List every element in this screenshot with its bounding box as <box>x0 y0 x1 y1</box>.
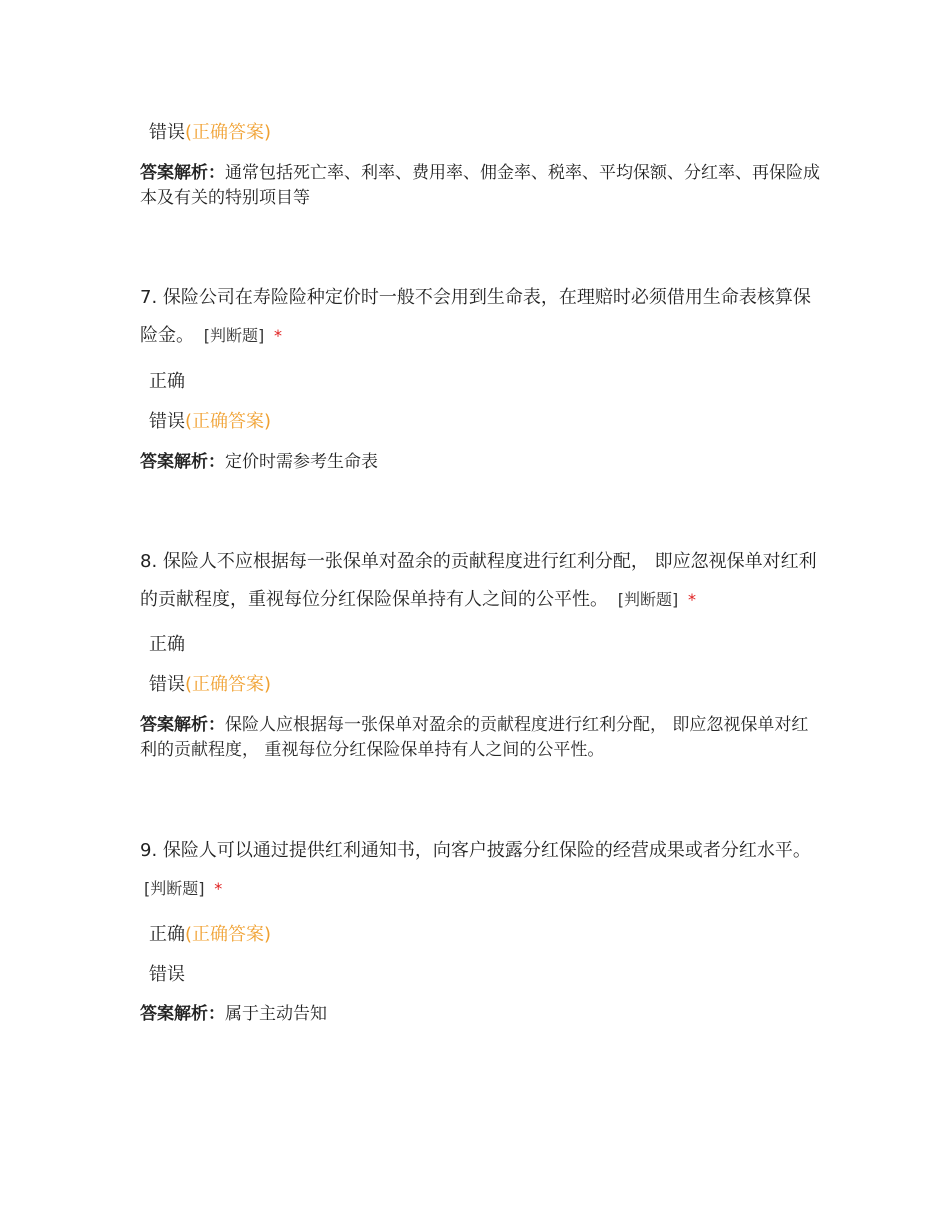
answer-analysis <box>140 450 820 475</box>
option-label: 正确 <box>149 634 185 655</box>
correct-answer-tag: (正确答案) <box>185 122 272 143</box>
answer-analysis <box>140 161 820 211</box>
answer-analysis <box>140 1002 820 1027</box>
correct-answer-tag: (正确答案) <box>185 674 272 695</box>
option-item <box>149 370 185 394</box>
question-body: 保险公司在寿险险种定价时一般不会用到生命表，在理赔时必须借用生命表核算保险金。 <box>140 287 811 346</box>
question-7-text <box>140 279 820 355</box>
correct-answer-tag: (正确答案) <box>185 924 272 945</box>
question-8-text <box>140 543 820 619</box>
question-number: 9. <box>140 840 158 861</box>
option-item <box>149 963 185 987</box>
option-label: 错误 <box>149 411 185 432</box>
analysis-text: 属于主动告知 <box>225 1004 327 1024</box>
analysis-text: 定价时需参考生命表 <box>225 452 378 472</box>
required-mark: * <box>687 590 696 609</box>
question-9-text <box>140 832 820 908</box>
option-item <box>149 410 271 434</box>
analysis-label: 答案解析： <box>140 1004 225 1024</box>
analysis-label: 答案解析： <box>140 715 225 735</box>
option-item <box>149 923 271 947</box>
correct-answer-tag: (正确答案) <box>185 411 272 432</box>
required-mark: * <box>214 879 223 898</box>
option-label: 错误 <box>149 122 185 143</box>
analysis-label: 答案解析： <box>140 452 225 472</box>
question-number: 8. <box>140 551 158 572</box>
option-label: 错误 <box>149 674 185 695</box>
option-item <box>149 121 271 145</box>
required-mark: * <box>273 326 282 345</box>
option-label: 错误 <box>149 964 185 985</box>
question-body: 保险人可以通过提供红利通知书，向客户披露分红保险的经营成果或者分红水平。 <box>162 840 811 861</box>
analysis-text: 保险人应根据每一张保单对盈余的贡献程度进行红利分配， 即应忽视保单对红利的贡献程度， 重视每位分红保险保单持有人之间的公平性。 <box>140 715 809 760</box>
option-item <box>149 673 271 697</box>
option-item <box>149 633 185 657</box>
answer-analysis <box>140 713 820 763</box>
question-type: [判断题] <box>144 879 205 898</box>
question-type: [判断题] <box>617 590 679 609</box>
analysis-label: 答案解析： <box>140 163 225 183</box>
option-label: 正确 <box>149 371 185 392</box>
question-body: 保险人不应根据每一张保单对盈余的贡献程度进行红利分配， 即应忽视保单对红利的贡献程度，重视每位分红保险保单持有人之间的公平性。 <box>140 551 817 610</box>
option-label: 正确 <box>149 924 185 945</box>
question-type: [判断题] <box>203 326 265 345</box>
question-number: 7. <box>140 287 158 308</box>
analysis-text: 通常包括死亡率、利率、费用率、佣金率、税率、平均保额、分红率、再保险成本及有关的特别项目等 <box>140 163 820 208</box>
